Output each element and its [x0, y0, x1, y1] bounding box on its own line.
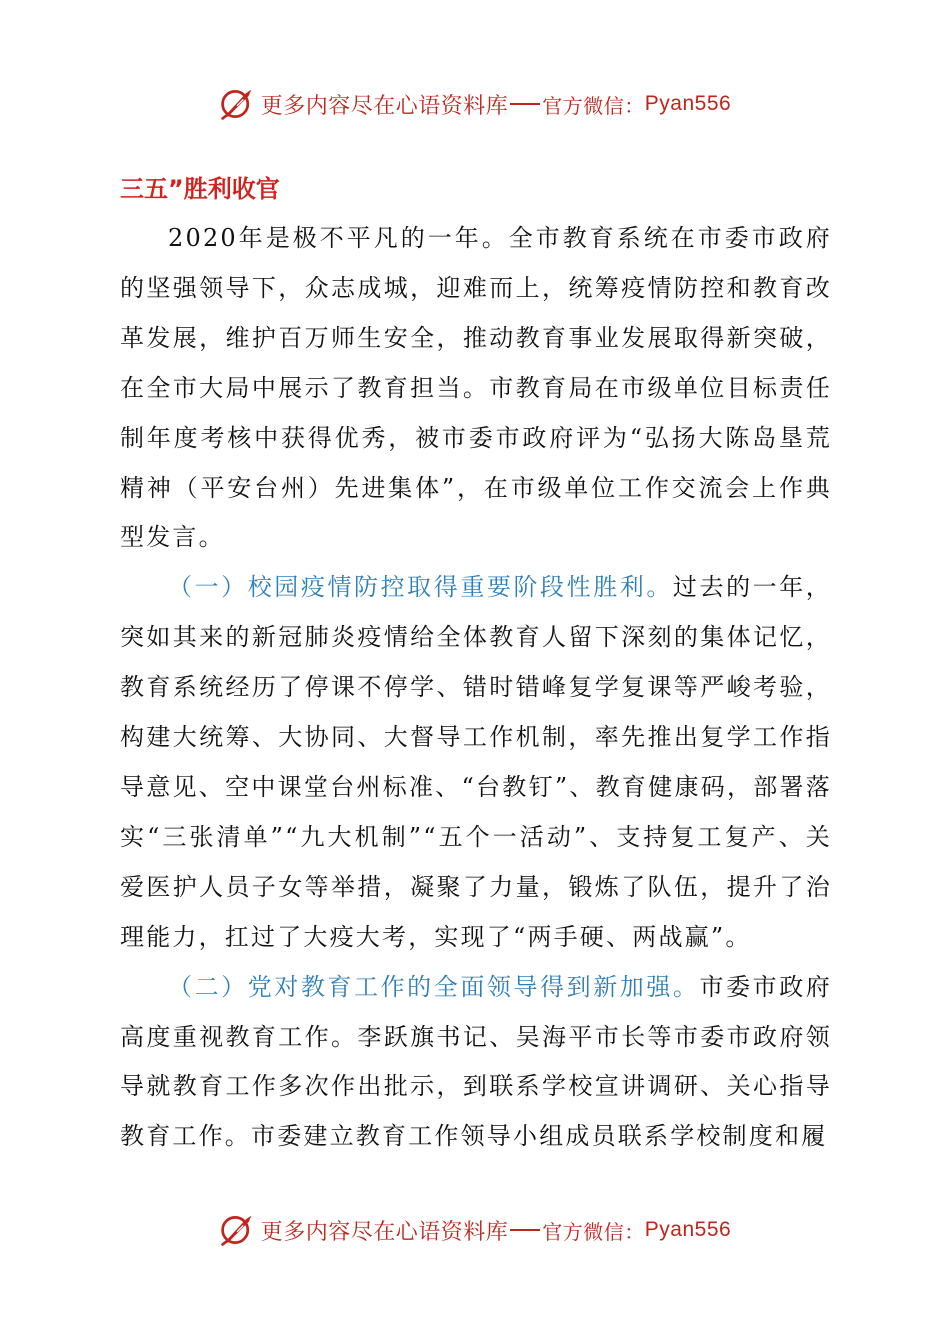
quill-pen-logo-icon — [219, 86, 255, 122]
paragraph-party-leadership — [120, 963, 832, 1163]
paragraph-epidemic — [120, 563, 832, 962]
header-watermark — [0, 80, 950, 128]
section-title: 三五”胜利收官 — [120, 175, 280, 203]
paragraph-party-leadership-text: 市委市政府高度重视教育工作。李跃旗书记、吴海平市长等市委市政府领导就教育工作多次作出批示，到联系学校宣讲调研、关心指导教育工作。市委建立教育工作领导小组成员联系学校制度和履 — [120, 972, 832, 1151]
paragraph-intro-text: 2020年是极不平凡的一年。全市教育系统在市委市政府的坚强领导下，众志成城，迎难而上，统筹疫情防控和教育改革发展，维护百万师生安全，推动教育事业发展取得新突破，在全市大局中展示了教育担当。市教育局在市级单位目标责任制年度考核中获得优秀，被市委市政府评为“弘扬大陈岛垦荒精神（平安台州）先进集体”，在市级单位工作交流会上作典型发言。 — [120, 224, 832, 552]
footer-watermark — [0, 1206, 950, 1254]
watermark-label-text: 官方微信： — [542, 1219, 645, 1244]
watermark-main-text: 更多内容尽在心语资料库 — [260, 1219, 509, 1245]
document-body — [120, 164, 832, 1162]
quill-pen-logo-icon — [219, 1212, 255, 1248]
watermark-main-text: 更多内容尽在心语资料库 — [260, 93, 509, 119]
paragraph-epidemic-heading: （一）校园疫情防控取得重要阶段性胜利。 — [168, 573, 673, 602]
paragraph-party-leadership-heading: （二）党对教育工作的全面领导得到新加强。 — [168, 972, 700, 1001]
watermark-separator — [510, 103, 540, 105]
watermark-id-text: Pyan556 — [644, 1218, 732, 1241]
watermark-id-text: Pyan556 — [644, 92, 732, 115]
paragraph-epidemic-text: 过去的一年，突如其来的新冠肺炎疫情给全体教育人留下深刻的集体记忆，教育系统经历了停课不停学、错时错峰复学复课等严峻考验，构建大统筹、大协同、大督导工作机制，率先推出复学工作指导意见、空中课堂台州标准、“台教钉”、教育健康码，部署落实“三张清单”“九大机制”“五个一活动”、支持复工复产、关爱医护人员子女等举措，凝聚了力量，锻炼了队伍，提升了治理能力，扛过了大疫大考，实现了“两手硬、两战赢”。 — [120, 573, 832, 951]
watermark-label-text: 官方微信： — [542, 93, 645, 118]
paragraph-intro — [120, 214, 832, 563]
watermark-separator — [510, 1229, 540, 1231]
